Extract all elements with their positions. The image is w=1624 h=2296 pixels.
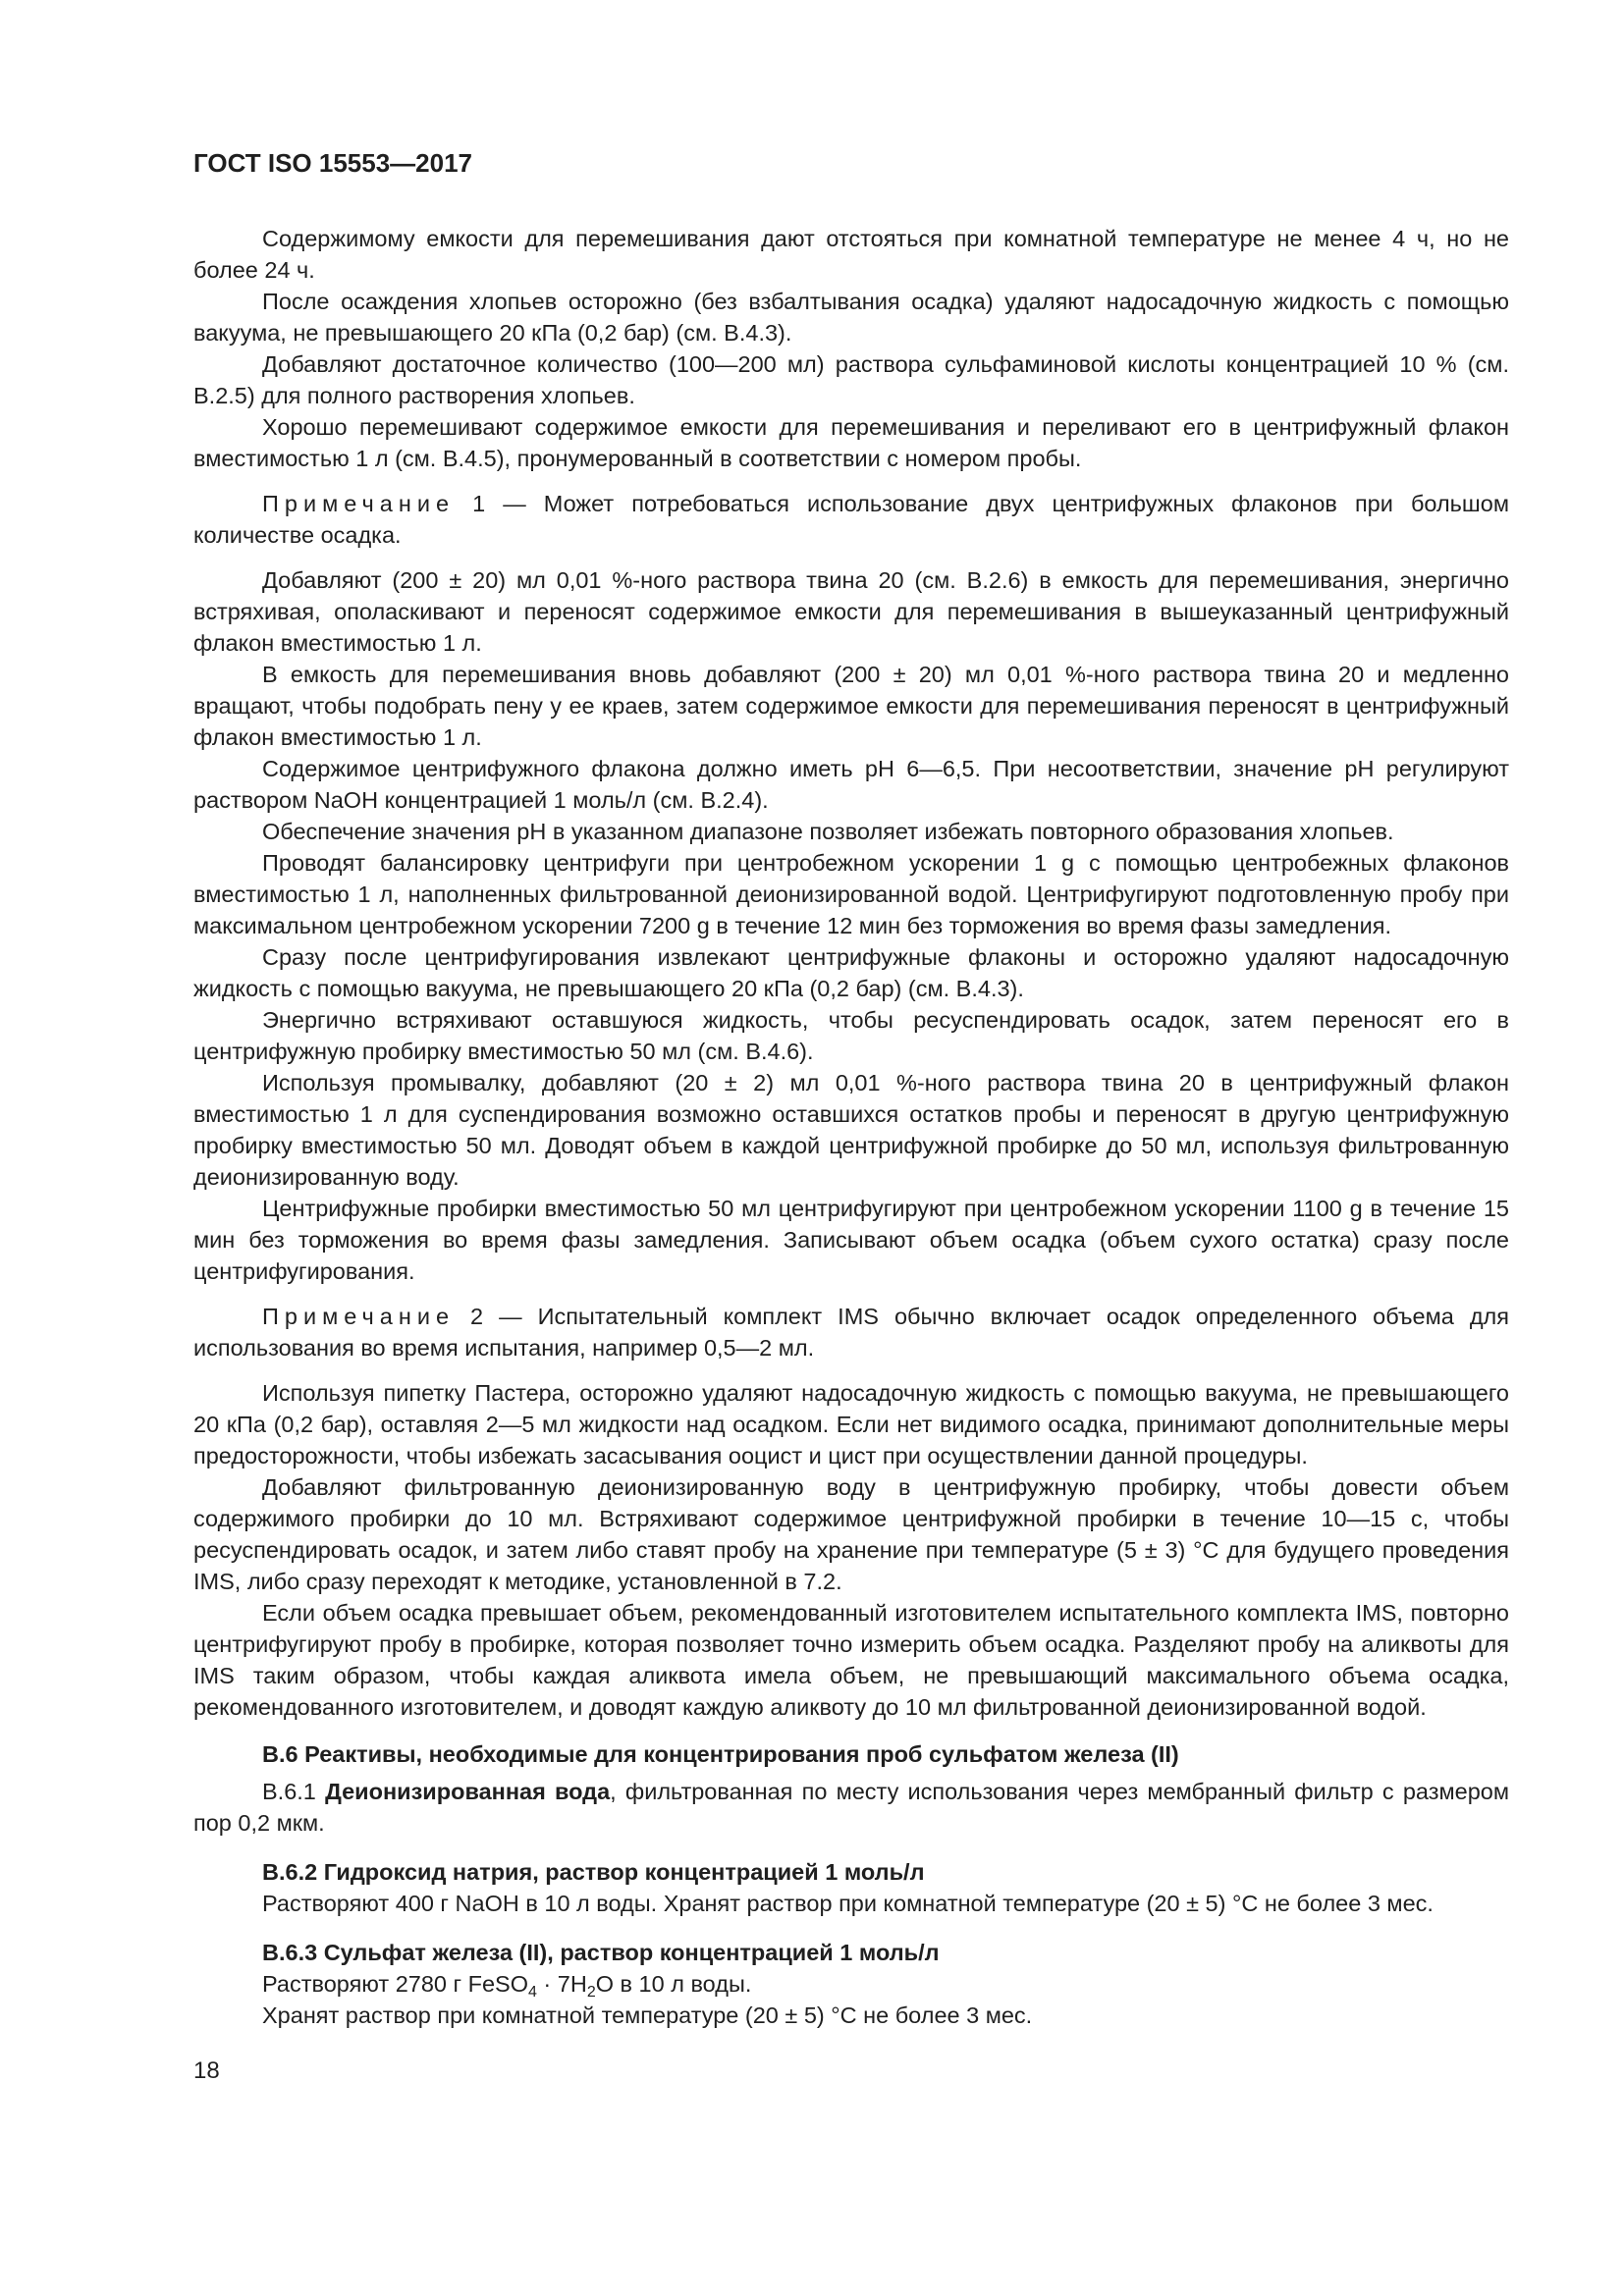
paragraph-b62: Растворяют 400 г NaOH в 10 л воды. Хранят раствор при комнатной температуре (20 ± 5) °С не более 3 мес. — [262, 1891, 1434, 1916]
b63-text-part: Растворяют 2780 г FeSO — [262, 1971, 528, 1997]
paragraph-b61 — [193, 1776, 1509, 1839]
document-body — [193, 223, 1509, 2031]
note-text: 1 — Может потребоваться использование двух центрифужных флаконов при большом количестве осадка. — [193, 491, 1509, 548]
note-2 — [193, 1301, 1509, 1363]
document-header: ГОСТ ISO 15553—2017 — [193, 148, 473, 178]
page-number: 18 — [193, 2057, 220, 2084]
section-heading-b6: В.6 Реактивы, необходимые для концентрирования проб сульфатом железа (II) — [262, 1741, 1179, 1767]
paragraph: Используя пипетку Пастера, осторожно удаляют надосадочную жидкость с помощью вакуума, не превышающего 20 кПа (0,2 бар), оставляя 2—5 мл жидкости над осадком. Если нет видимого осадка, принимают дополнительные меры предосторожности, чтобы избежать засасывания ооцист и цист при осуществлении данной процедуры. — [193, 1380, 1509, 1468]
subscript: 4 — [527, 1984, 537, 2001]
paragraph: Содержимое центрифужного флакона должно иметь pH 6—6,5. При несоответствии, значение pH регулируют раствором NaOH концентрацией 1 моль/л (см. В.2.4). — [193, 756, 1509, 813]
paragraph: В емкость для перемешивания вновь добавляют (200 ± 20) мл 0,01 %-ного раствора твина 20 и медленно вращают, чтобы подобрать пену у ее краев, затем содержимое емкости для перемешивания переносят в центрифужный флакон вместимостью 1 л. — [193, 662, 1509, 750]
subsection-heading-b63: В.6.3 Сульфат железа (II), раствор концентрацией 1 моль/л — [262, 1940, 940, 1965]
b61-number: В.6.1 — [262, 1779, 326, 1804]
paragraph-b63 — [262, 1968, 1509, 2000]
paragraph: Проводят балансировку центрифуги при центробежном ускорении 1 g с помощью центробежных флаконов вместимостью 1 л, наполненных фильтрованной деионизированной водой. Центрифугируют подготовленную пробу при максимальном центробежном ускорении 7200 g в течение 12 мин без торможения во время фазы замедления. — [193, 850, 1509, 938]
paragraph: После осаждения хлопьев осторожно (без взбалтывания осадка) удаляют надосадочную жидкость с помощью вакуума, не превышающего 20 кПа (0,2 бар) (см. В.4.3). — [193, 289, 1509, 346]
paragraph: Энергично встряхивают оставшуюся жидкость, чтобы ресуспендировать осадок, затем переносят его в центрифужную пробирку вместимостью 50 мл (см. В.4.6). — [193, 1007, 1509, 1064]
paragraph: Используя промывалку, добавляют (20 ± 2) мл 0,01 %-ного раствора твина 20 в центрифужный флакон вместимостью 1 л для суспендирования возможно оставшихся остатков пробы и переносят в другую центрифужную пробирку вместимостью 50 мл. Доводят объем в каждой центрифужной пробирке до 50 мл, используя фильтрованную деионизированную воду. — [193, 1070, 1509, 1190]
b61-term: Деионизированная вода — [325, 1779, 611, 1804]
paragraph: Центрифужные пробирки вместимостью 50 мл центрифугируют при центробежном ускорении 1100 g в течение 15 мин без торможения во время фазы замедления. Записывают объем осадка (объем сухого остатка) сразу после центрифугирования. — [193, 1196, 1509, 1284]
paragraph: Сразу после центрифугирования извлекают центрифужные флаконы и осторожно удаляют надосадочную жидкость с помощью вакуума, не превышающего 20 кПа (0,2 бар) (см. В.4.3). — [193, 944, 1509, 1001]
paragraph: Хорошо перемешивают содержимое емкости для перемешивания и переливают его в центрифужный флакон вместимостью 1 л (см. В.4.5), пронумерованный в соответствии с номером пробы. — [193, 414, 1509, 471]
b63-text-part: · 7H — [536, 1971, 587, 1997]
note-text: 2 — Испытательный комплект IMS обычно включает осадок определенного объема для использования во время испытания, например 0,5—2 мл. — [193, 1304, 1509, 1361]
paragraph-b63-storage: Хранят раствор при комнатной температуре (20 ± 5) °С не более 3 мес. — [262, 2002, 1033, 2028]
paragraph: Добавляют (200 ± 20) мл 0,01 %-ного раствора твина 20 (см. В.2.6) в емкость для перемешивания, энергично встряхивая, ополаскивают и переносят содержимое емкости для перемешивания в вышеуказанный центрифужный флакон вместимостью 1 л. — [193, 567, 1509, 656]
b63-text-part: O в 10 л воды. — [595, 1971, 752, 1997]
paragraph: Если объем осадка превышает объем, рекомендованный изготовителем испытательного комплекта IMS, повторно центрифугируют пробу в пробирке, которая позволяет точно измерить объем осадка. Разделяют пробу на аликвоты для IMS таким образом, чтобы каждая аликвота имела объем, не превышающий максимального объема осадка, рекомендованного изготовителем, и доводят каждую аликвоту до 10 мл фильтрованной деионизированной водой. — [193, 1600, 1509, 1720]
paragraph: Добавляют достаточное количество (100—200 мл) раствора сульфаминовой кислоты концентрацией 10 % (см. В.2.5) для полного растворения хлопьев. — [193, 351, 1509, 408]
b61-text: , фильтрованная по месту использования через мембранный фильтр с размером пор 0,2 мкм. — [193, 1779, 1509, 1836]
paragraph: Обеспечение значения pH в указанном диапазоне позволяет избежать повторного образования хлопьев. — [262, 819, 1394, 844]
note-label: Примечание — [262, 491, 456, 516]
subsection-heading-b62: В.6.2 Гидроксид натрия, раствор концентрацией 1 моль/л — [262, 1859, 925, 1885]
note-1 — [193, 488, 1509, 551]
note-label: Примечание — [262, 1304, 456, 1329]
paragraph: Содержимому емкости для перемешивания дают отстояться при комнатной температуре не менее 4 ч, но не более 24 ч. — [193, 226, 1509, 283]
subscript: 2 — [586, 1984, 596, 2001]
paragraph: Добавляют фильтрованную деионизированную воду в центрифужную пробирку, чтобы довести объем содержимого пробирки до 10 мл. Встряхивают содержимое центрифужной пробирки в течение 10—15 с, чтобы ресуспендировать осадок, и затем либо ставят пробу на хранение при температуре (5 ± 3) °С для будущего проведения IMS, либо сразу переходят к методике, установленной в 7.2. — [193, 1474, 1509, 1594]
